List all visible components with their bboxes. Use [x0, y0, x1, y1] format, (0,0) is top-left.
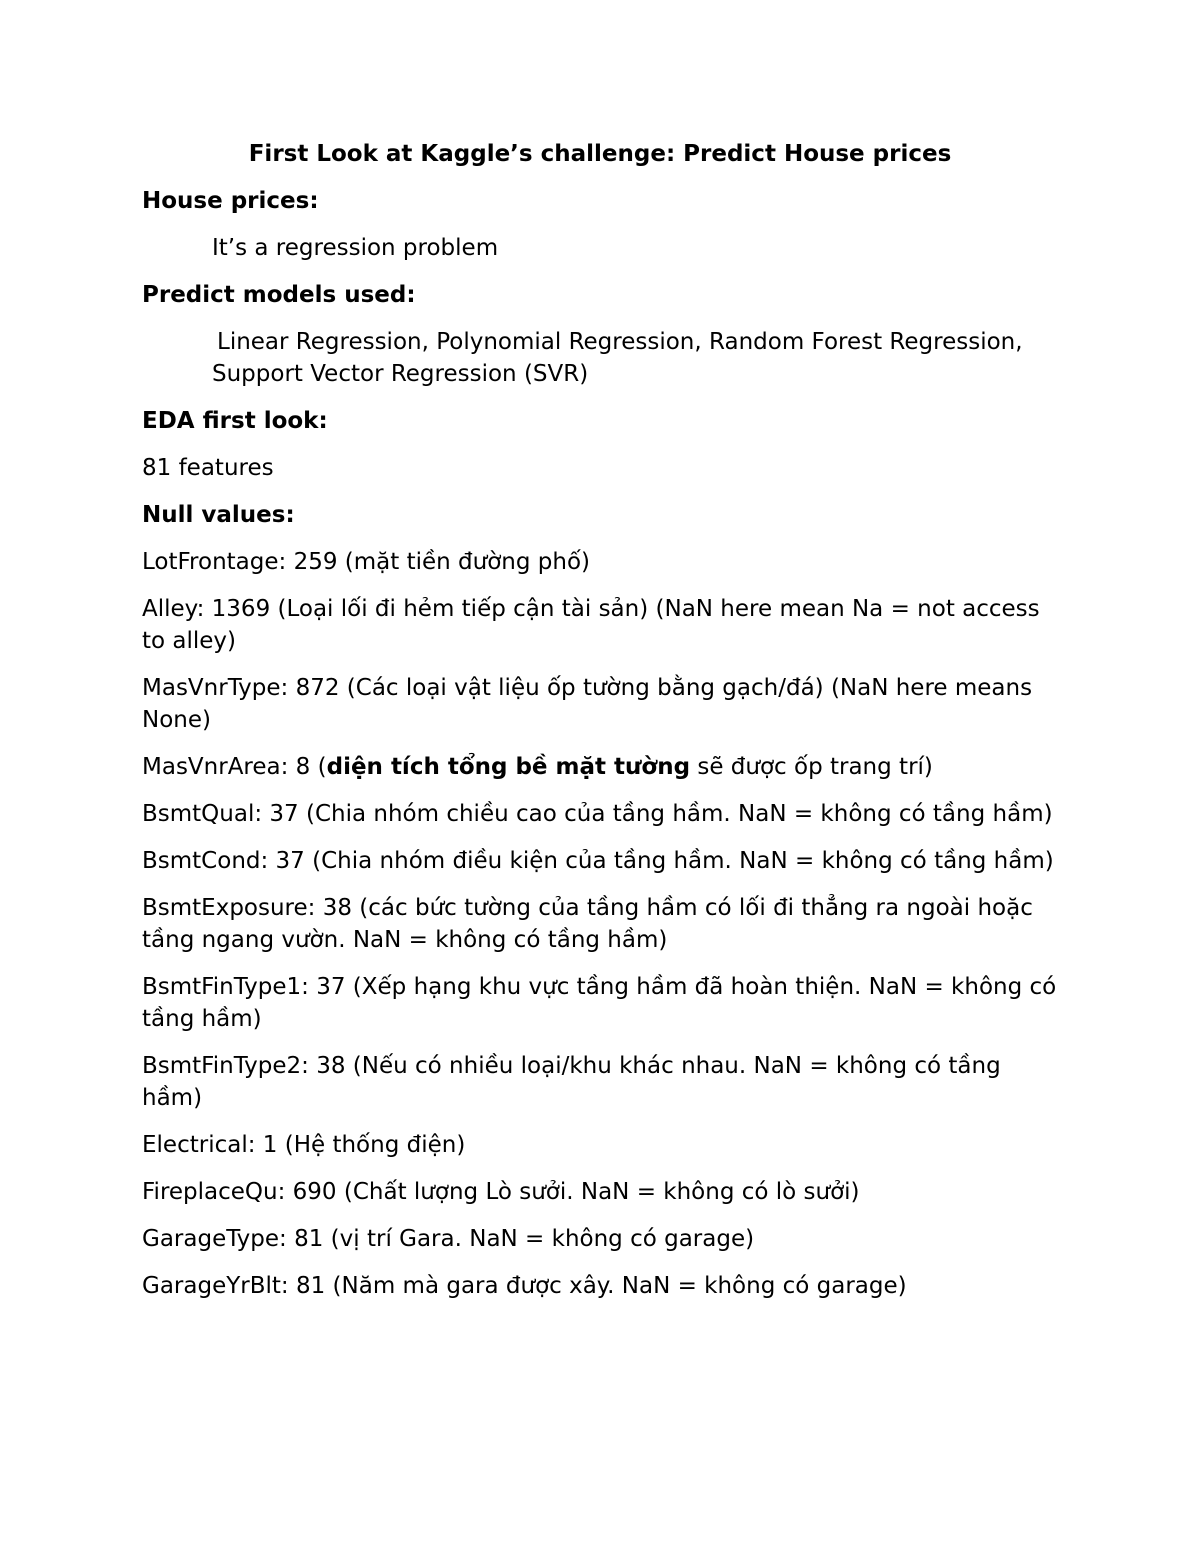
models-line-1: Linear Regression, Polynomial Regression, Random Forest Regression, [217, 329, 1023, 355]
models-line-2: Support Vector Regression (SVR) [212, 361, 589, 387]
house-prices-text: It’s a regression problem [212, 235, 499, 261]
masvnrarea-suffix: sẽ được ốp trang trí) [690, 754, 933, 780]
masvnrarea-prefix: MasVnrArea: 8 ( [142, 754, 327, 780]
heading-predict-models: Predict models used: [142, 282, 416, 308]
document-page [142, 138, 1062, 1317]
item-electrical: Electrical: 1 (Hệ thống điện) [142, 1132, 466, 1158]
document-title: First Look at Kaggle’s challenge: Predict House prices [248, 141, 952, 167]
heading-eda: EDA first look: [142, 408, 328, 434]
item-lotfrontage: LotFrontage: 259 (mặt tiền đường phố) [142, 549, 590, 575]
item-bsmtexposure: BsmtExposure: 38 (các bức tường của tầng hầm có lối đi thẳng ra ngoài hoặc tầng ngang vườn. NaN = không có tầng hầm) [142, 895, 1033, 953]
heading-null-values: Null values: [142, 502, 295, 528]
item-masvnrtype: MasVnrType: 872 (Các loại vật liệu ốp tường bằng gạch/đá) (NaN here means None) [142, 675, 1033, 733]
item-bsmtfintype2: BsmtFinType2: 38 (Nếu có nhiều loại/khu khác nhau. NaN = không có tầng hầm) [142, 1053, 1001, 1111]
item-bsmtfintype1: BsmtFinType1: 37 (Xếp hạng khu vực tầng hầm đã hoàn thiện. NaN = không có tầng hầm) [142, 974, 1057, 1032]
item-masvnrarea [142, 751, 1062, 783]
item-garageyrblt: GarageYrBlt: 81 (Năm mà gara được xây. NaN = không có garage) [142, 1273, 907, 1299]
models-list [142, 326, 1062, 390]
item-alley: Alley: 1369 (Loại lối đi hẻm tiếp cận tài sản) (NaN here mean Na = not access to alley) [142, 596, 1040, 654]
item-bsmtcond: BsmtCond: 37 (Chia nhóm điều kiện của tầng hầm. NaN = không có tầng hầm) [142, 848, 1054, 874]
eda-text: 81 features [142, 455, 274, 481]
item-garagetype: GarageType: 81 (vị trí Gara. NaN = không có garage) [142, 1226, 755, 1252]
masvnrarea-bold: diện tích tổng bề mặt tường [326, 754, 691, 780]
item-fireplacequ: FireplaceQu: 690 (Chất lượng Lò sưởi. NaN = không có lò sưởi) [142, 1179, 860, 1205]
item-bsmtqual: BsmtQual: 37 (Chia nhóm chiều cao của tầng hầm. NaN = không có tầng hầm) [142, 801, 1053, 827]
heading-house-prices: House prices: [142, 188, 319, 214]
